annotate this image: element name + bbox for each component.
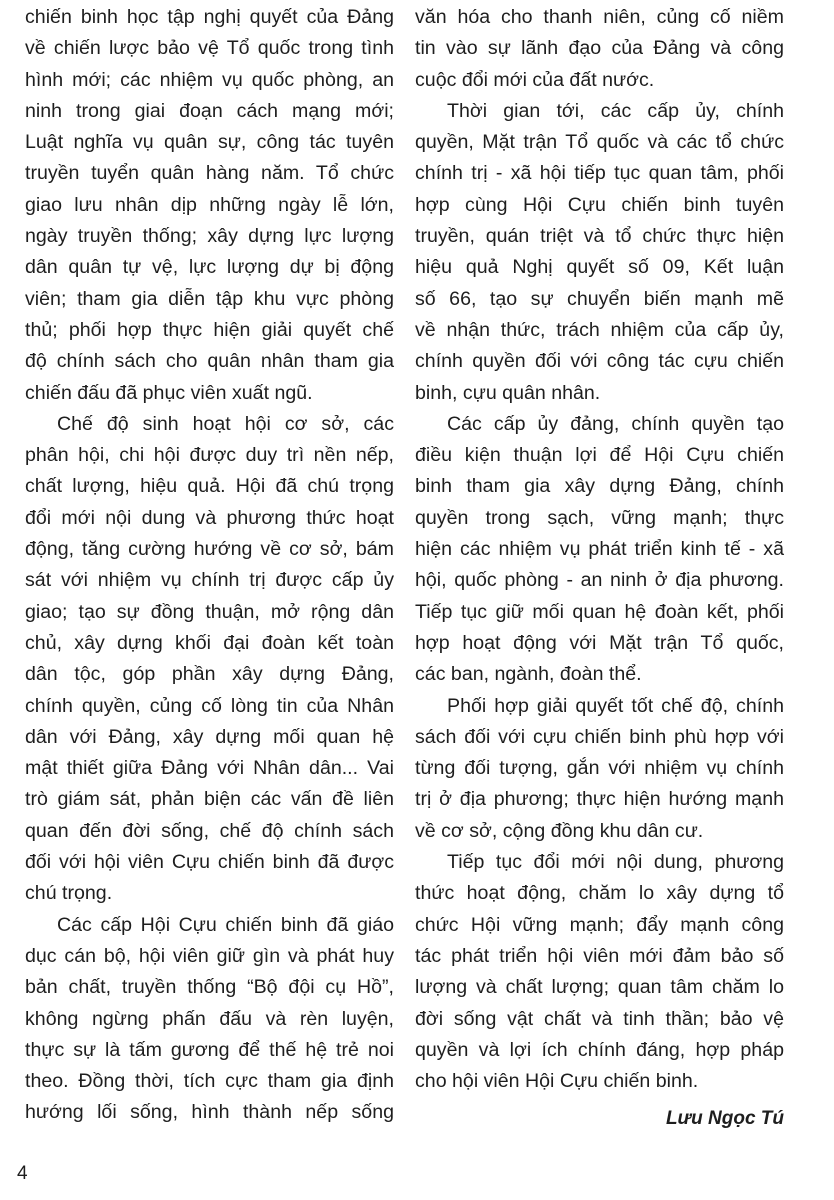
text-line: đời sống vật chất và tinh thần; bảo vệ — [415, 1007, 784, 1030]
text-line: sách đối với cựu chiến binh phù hợp với — [415, 725, 784, 748]
text-line: chất lượng, hiệu quả. Hội đã chú trọng — [25, 475, 394, 498]
text-line: hình mới; các nhiệm vụ quốc phòng, an — [25, 68, 394, 91]
text-line: đổi mới nội dung và phương thức hoạt — [25, 506, 394, 529]
text-line: không ngừng phấn đấu và rèn luyện, — [25, 1007, 394, 1030]
text-line: chú trọng. — [25, 882, 113, 905]
text-line: hiện các nhiệm vụ phát triển kinh tế - xã — [415, 538, 784, 561]
text-line: trò giám sát, phản biện các vấn đề liên — [25, 788, 394, 811]
text-line: phân hội, chi hội được duy trì nền nếp, — [25, 444, 394, 467]
text-line: binh tham gia xây dựng Đảng, chính — [415, 475, 784, 498]
text-line: dân với Đảng, xây dựng mối quan hệ — [25, 725, 394, 748]
text-line: Chế độ sinh hoạt hội cơ sở, các — [57, 412, 394, 435]
text-line: cho hội viên Hội Cựu chiến binh. — [415, 1070, 699, 1093]
text-line: động, tăng cường hướng về cơ sở, bám — [25, 538, 394, 561]
text-line: giao; tạo sự đồng thuận, mở rộng dân — [25, 600, 394, 623]
text-line: điều kiện thuận lợi để Hội Cựu chiến — [415, 444, 784, 467]
author-signature: Lưu Ngọc Tú — [665, 1108, 784, 1130]
text-line: hướng lối sống, hình thành nếp sống — [25, 1101, 394, 1124]
article-column-left — [25, 2, 394, 1129]
text-line: chính quyền, củng cố lòng tin của Nhân — [25, 694, 394, 717]
text-line: về chiến lược bảo vệ Tổ quốc trong tình — [25, 37, 394, 60]
text-line: các ban, ngành, đoàn thể. — [415, 663, 642, 686]
text-line: lượng và chất lượng; quan tâm chăm lo — [415, 976, 784, 999]
text-line: Tiếp tục đổi mới nội dung, phương — [447, 851, 784, 874]
text-line: ninh trong giai đoạn cách mạng mới; — [25, 99, 394, 122]
text-line: thức hoạt động, chăm lo xây dựng tổ — [415, 882, 784, 905]
text-line: hiệu quả Nghị quyết số 09, Kết luận — [415, 256, 784, 279]
article-column-right — [415, 2, 784, 1135]
text-line: ngày truyền thống; xây dựng lực lượng — [25, 225, 394, 248]
text-line: Luật nghĩa vụ quân sự, công tác tuyên — [25, 131, 394, 154]
text-line: mật thiết giữa Đảng với Nhân dân... Vai — [25, 757, 394, 780]
text-line: dân tộc, góp phần xây dựng Đảng, — [25, 663, 394, 686]
text-line: tin vào sự lãnh đạo của Đảng và công — [415, 37, 784, 60]
text-line: sát với nhiệm vụ chính trị được cấp ủy — [25, 569, 394, 592]
text-line: theo. Đồng thời, tích cực tham gia định — [25, 1070, 394, 1093]
text-line: quyền và lợi ích chính đáng, hợp pháp — [415, 1038, 784, 1061]
text-line: Các cấp Hội Cựu chiến binh đã giáo — [57, 913, 394, 936]
text-line: giao lưu nhân dịp những ngày lễ lớn, — [25, 193, 394, 216]
text-line: dục cán bộ, hội viên giữ gìn và phát huy — [25, 944, 394, 967]
text-line: hợp hoạt động với Mặt trận Tổ quốc, — [415, 631, 784, 654]
text-line: bản chất, truyền thống “Bộ đội cụ Hồ”, — [25, 976, 394, 999]
text-line: quyền trong sạch, vững mạnh; thực — [415, 506, 784, 529]
text-line: truyền tuyển quân hàng năm. Tổ chức — [25, 162, 394, 185]
text-line: số 66, tạo sự chuyển biến mạnh mẽ — [415, 287, 784, 310]
text-line: chiến đấu đã phục viên xuất ngũ. — [25, 381, 313, 404]
text-line: quan đến đời sống, chế độ chính sách — [25, 819, 394, 842]
text-line: tác phát triển hội viên mới đảm bảo số — [415, 944, 784, 967]
text-line: Các cấp ủy đảng, chính quyền tạo — [447, 412, 784, 435]
text-line: về nhận thức, trách nhiệm của cấp ủy, — [415, 318, 784, 341]
text-line: văn hóa cho thanh niên, củng cố niềm — [415, 6, 784, 28]
text-line: độ chính sách cho quân nhân tham gia — [25, 350, 394, 373]
text-line: Phối hợp giải quyết tốt chế độ, chính — [447, 694, 784, 717]
text-line: Tiếp tục giữ mối quan hệ đoàn kết, phối — [415, 600, 784, 623]
text-line: thủ; phối hợp thực hiện giải quyết chế — [25, 318, 394, 341]
text-line: Thời gian tới, các cấp ủy, chính — [447, 99, 784, 122]
text-line: chính quyền đối với công tác cựu chiến — [415, 350, 784, 373]
text-line: viên; tham gia diễn tập khu vực phòng — [25, 287, 394, 310]
text-line: hợp cùng Hội Cựu chiến binh tuyên — [415, 193, 784, 216]
text-line: quyền, Mặt trận Tổ quốc và các tổ chức — [415, 131, 784, 154]
text-line: chức Hội vững mạnh; đẩy mạnh công — [415, 913, 784, 936]
text-line: chủ, xây dựng khối đại đoàn kết toàn — [25, 631, 394, 654]
text-line: binh, cựu quân nhân. — [415, 381, 601, 404]
text-line: thực sự là tấm gương để thế hệ trẻ noi — [25, 1038, 394, 1061]
text-line: dân quân tự vệ, lực lượng dự bị động — [25, 256, 394, 279]
text-line: hội, quốc phòng - an ninh ở địa phương. — [415, 569, 784, 592]
text-line: truyền, quán triệt và tổ chức thực hiện — [415, 225, 784, 248]
page-number: 4 — [17, 1163, 28, 1184]
text-line: chính trị - xã hội tiếp tục quan tâm, phối — [415, 162, 784, 185]
text-line: chiến binh học tập nghị quyết của Đảng — [25, 6, 394, 28]
text-line: về cơ sở, cộng đồng khu dân cư. — [415, 819, 704, 842]
text-line: từng đối tượng, gắn với nhiệm vụ chính — [415, 757, 784, 780]
text-line: trị ở địa phương; thực hiện hướng mạnh — [415, 788, 784, 811]
text-line: đối với hội viên Cựu chiến binh đã được — [25, 851, 394, 874]
text-line: cuộc đổi mới của đất nước. — [415, 68, 655, 91]
